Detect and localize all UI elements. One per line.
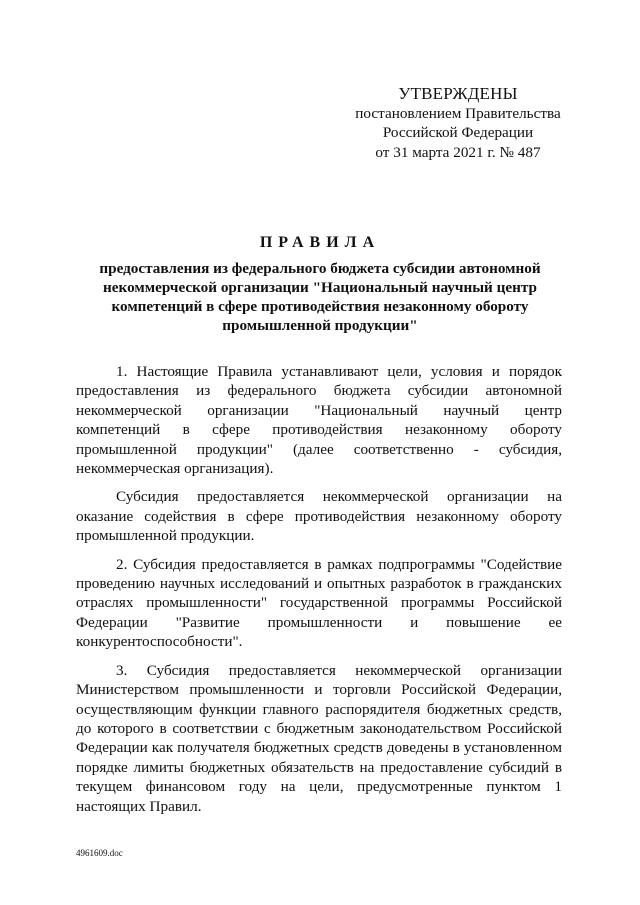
paragraph-1: 1. Настоящие Правила устанавливают цели, условия и порядок предоставления из федерального бюджета субсидии автономной некоммерческой организации "Национальный научный центр компетенций в сфере противодействия незаконному обороту промышленной продукции" (далее соответственно - субсидия, некоммерческая организация). bbox=[76, 363, 562, 478]
paragraph-3: 2. Субсидия предоставляется в рамках подпрограммы "Содействие проведению научных исследований и опытных разработок в гражданских отраслях промышленности" государственной программы Российской Федерации "Развитие промышленности и повышение ее конкурентоспособности". bbox=[76, 555, 562, 651]
file-reference: 4961609.doc bbox=[76, 848, 123, 858]
approval-line-3: от 31 марта 2021 г. № 487 bbox=[375, 143, 541, 161]
document-subtitle: предоставления из федерального бюджета субсидии автономной некоммерческой организации "Национальный научный центр компетенций в сфере противодействия незаконному обороту промышленной продукции" bbox=[99, 260, 541, 334]
document-title: ПРАВИЛА bbox=[259, 234, 381, 251]
approval-heading: УТВЕРЖДЕНЫ bbox=[398, 84, 518, 103]
approval-block bbox=[340, 84, 576, 162]
approval-line-1: постановлением Правительства bbox=[355, 104, 561, 122]
paragraph-4: 3. Субсидия предоставляется некоммерческой организации Министерством промышленности и торговли Российской Федерации, осуществляющим функции главного распорядителя бюджетных средств, до которого в соответствии с бюджетным законодательством Российской Федерации как получателя бюджетных средств доведены в установленном порядке лимиты бюджетных обязательств на предоставление субсидий в текущем финансовом году на цели, предусмотренные пунктом 1 настоящих Правил. bbox=[76, 661, 562, 815]
document-body bbox=[76, 362, 562, 816]
paragraph-2: Субсидия предоставляется некоммерческой организации на оказание содействия в сфере противодействия незаконному обороту промышленной продукции. bbox=[76, 488, 562, 545]
approval-line-2: Российской Федерации bbox=[382, 124, 534, 141]
